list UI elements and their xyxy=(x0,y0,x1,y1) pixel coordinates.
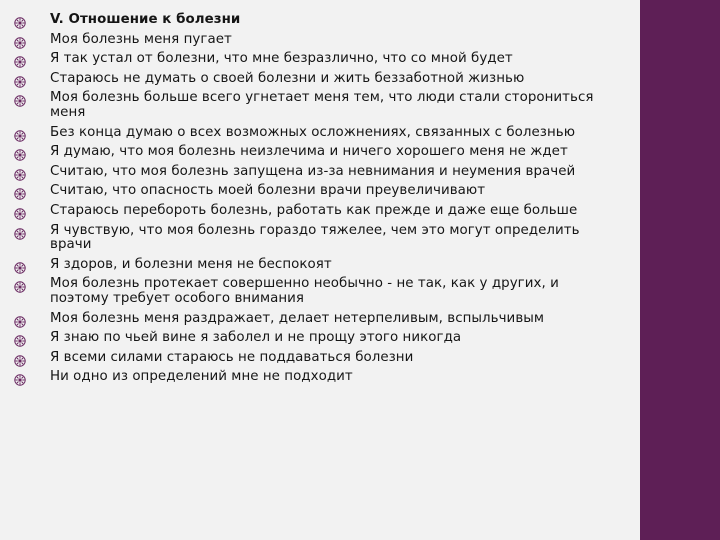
sun-flower-icon xyxy=(14,130,26,142)
list-item-text: Ни одно из определений мне не подходит xyxy=(50,369,353,385)
bullet-list xyxy=(14,13,614,390)
list-item xyxy=(14,145,614,165)
sun-flower-icon xyxy=(14,76,26,88)
list-item-text: Моя болезнь меня раздражает, делает нетерпеливым, вспыльчивым xyxy=(50,310,545,326)
list-item xyxy=(14,277,614,311)
sun-flower-icon xyxy=(14,374,26,386)
sun-flower-icon xyxy=(14,17,26,29)
list-item xyxy=(14,72,614,92)
sun-flower-icon xyxy=(14,208,26,220)
sun-flower-icon xyxy=(14,355,26,367)
sun-flower-icon xyxy=(14,316,26,328)
list-item-text: Считаю, что моя болезнь запущена из-за невнимания и неумения врачей xyxy=(50,163,576,179)
sun-flower-icon xyxy=(14,149,26,161)
list-item-text: Моя болезнь больше всего угнетает меня тем, что люди стали сторониться меня xyxy=(50,90,594,120)
list-item-text: Стараюсь перебороть болезнь, работать как прежде и даже еще больше xyxy=(50,202,578,218)
side-accent-bar xyxy=(640,0,720,540)
sun-flower-icon xyxy=(14,228,26,240)
list-item-text: Я здоров, и болезни меня не беспокоят xyxy=(50,256,332,272)
list-item xyxy=(14,351,614,371)
sun-flower-icon xyxy=(14,188,26,200)
sun-flower-icon xyxy=(14,262,26,274)
list-item xyxy=(14,13,614,33)
list-item xyxy=(14,91,614,125)
list-item xyxy=(14,33,614,53)
list-item-text: Моя болезнь протекает совершенно необычно - не так, как у других, и поэтому требует особого внимания xyxy=(50,276,559,306)
list-item-text: Я чувствую, что моя болезнь гораздо тяжелее, чем это могут определить врачи xyxy=(50,222,580,253)
sun-flower-icon xyxy=(14,169,26,181)
list-item xyxy=(14,204,614,224)
sun-flower-icon xyxy=(14,95,26,107)
list-item-text: Считаю, что опасность моей болезни врачи преувеличивают xyxy=(50,183,486,199)
section-heading: V. Отношение к болезни xyxy=(50,12,241,27)
list-item-text: Я знаю по чьей вине я заболел и не прощу этого никогда xyxy=(50,330,462,346)
list-item xyxy=(14,224,614,258)
list-item xyxy=(14,126,614,146)
list-item-text: Моя болезнь меня пугает xyxy=(50,31,232,47)
sun-flower-icon xyxy=(14,37,26,49)
list-item-text: Без конца думаю о всех возможных осложнениях, связанных с болезнью xyxy=(50,124,576,140)
list-item xyxy=(14,312,614,332)
list-item-text: Я думаю, что моя болезнь неизлечима и ничего хорошего меня не ждет xyxy=(50,144,568,160)
list-item-text: Я так устал от болезни, что мне безразлично, что со мной будет xyxy=(50,51,513,67)
list-item-text: Я всеми силами стараюсь не поддаваться болезни xyxy=(50,349,414,365)
list-item xyxy=(14,370,614,390)
list-item-text: Стараюсь не думать о своей болезни и жить беззаботной жизнью xyxy=(50,70,525,86)
sun-flower-icon xyxy=(14,56,26,68)
list-item xyxy=(14,258,614,278)
list-item xyxy=(14,331,614,351)
sun-flower-icon xyxy=(14,335,26,347)
list-item xyxy=(14,52,614,72)
sun-flower-icon xyxy=(14,281,26,293)
list-item xyxy=(14,165,614,185)
list-item xyxy=(14,184,614,204)
